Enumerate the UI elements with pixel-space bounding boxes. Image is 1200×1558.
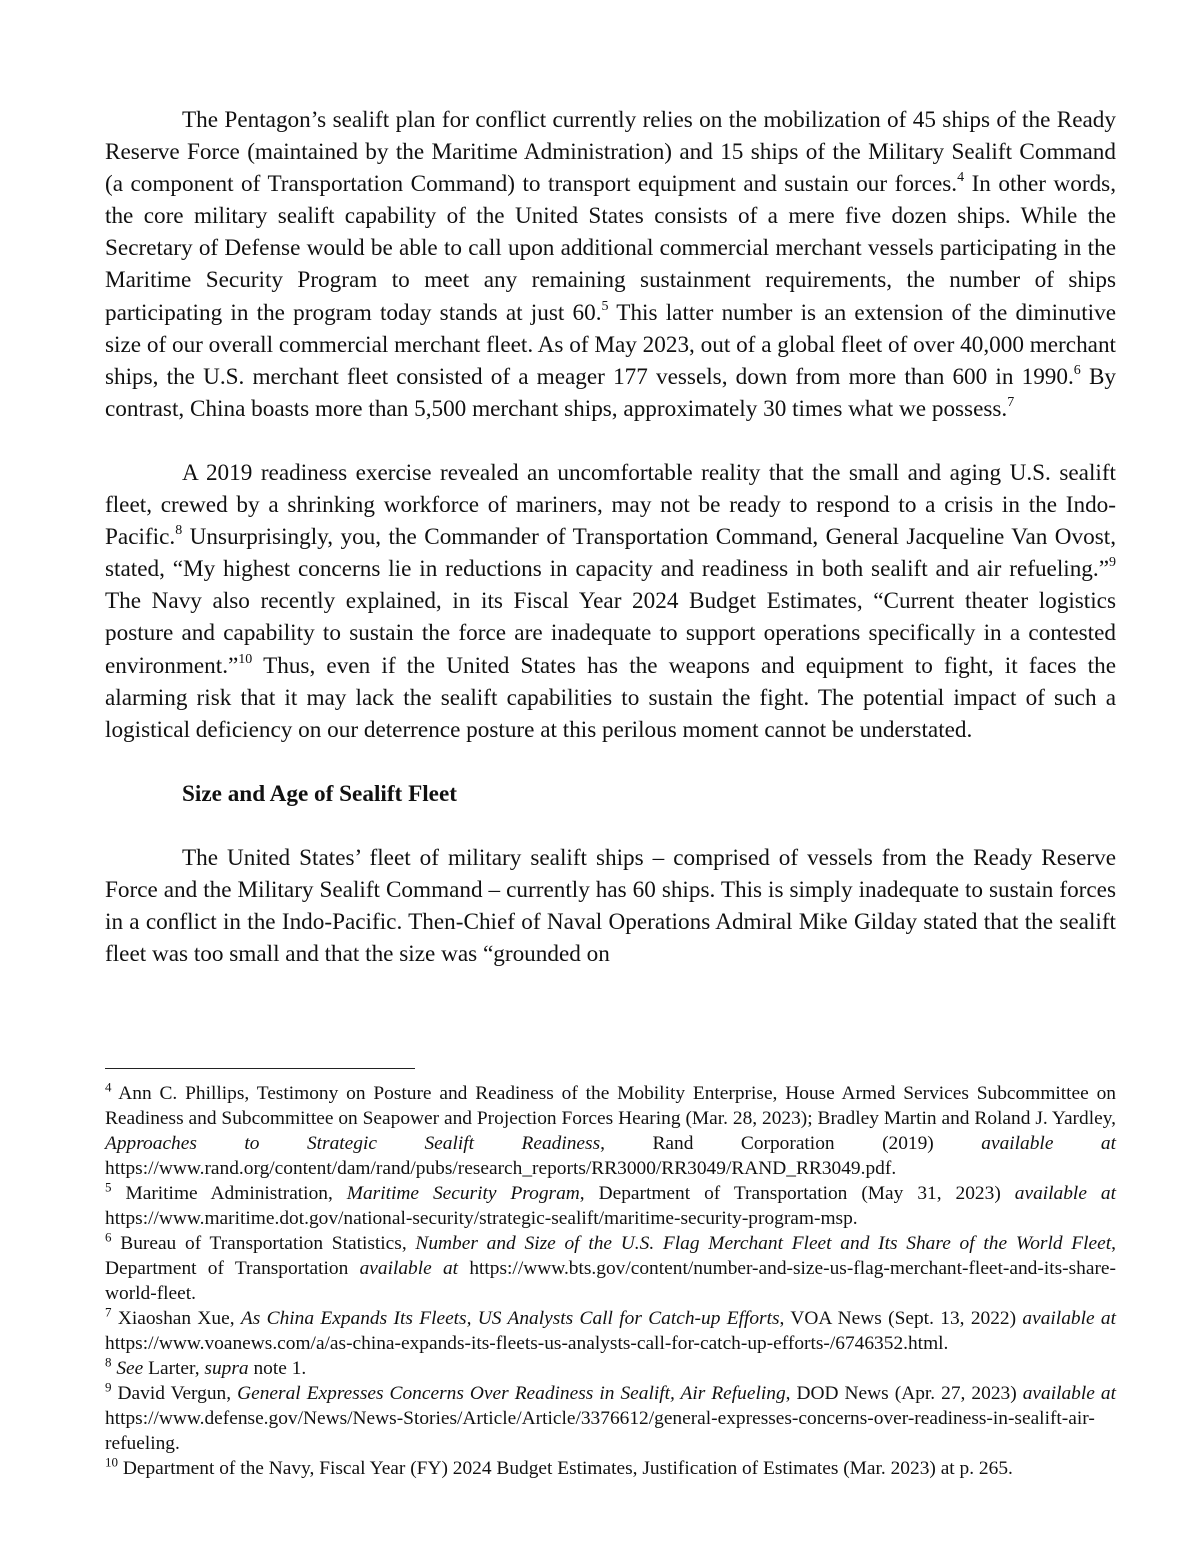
italic-text: available at	[1022, 1383, 1116, 1404]
italic-text: available at	[359, 1258, 459, 1279]
footnote-number: 7	[105, 1304, 112, 1320]
italic-text: Number and Size of the U.S. Flag Merchant Fleet and Its Share of the World Fleet	[415, 1233, 1112, 1254]
footnote-6: $^6$ Bureau of Transportation Statistics, Number and Size of the U.S. Flag Merchant Fleet and Its Share of the World Fleet, Department of Transportation available at https://www.bts.gov/content/number-and-size-us-flag-merchant-fleet-and-its-share-world-fleet.	[105, 1229, 1116, 1304]
footnote-8: $^8$ See Larter, supra note 1.	[105, 1354, 307, 1379]
body-paragraph-2: A 2019 readiness exercise revealed an uncomfortable reality that the small and aging U.S. sealift fleet, crewed by a shrinking workforce of mariners, may not be ready to respond to a crisis in the Indo-Pacific.$^8$ Unsurprisingly, you, the Commander of Transportation Command, General Jacqueline Van Ovost, stated, “My highest concerns lie in reductions in capacity and readiness in both sealift and air refueling.”$^9$ The Navy also recently explained, in its Fiscal Year 2024 Budget Estimates, “Current theater logistics posture and capability to sustain the force are inadequate to support operations specifically in a contested environment.”$^{10}$ Thus, even if the United States has the weapons and equipment to fight, it faces the alarming risk that it may lack the sealift capabilities to sustain the fight. The potential impact of such a logistical deficiency on our deterrence posture at this perilous moment cannot be understated.	[105, 459, 1116, 743]
footnote-10: $^{10}$ Department of the Navy, Fiscal Year (FY) 2024 Budget Estimates, Justification of Estimates (Mar. 2023) at p. 265.	[105, 1454, 1013, 1479]
italic-text: available at	[1022, 1308, 1116, 1329]
document-page	[105, 104, 1116, 970]
footnote-9: $^9$ David Vergun, General Expresses Concerns Over Readiness in Sealift, Air Refueling, DOD News (Apr. 27, 2023) available at https://www.defense.gov/News/News-Stories/Article/Article/3376612/general-expresses-concerns-over-readiness-in-sealift-air-refueling.	[105, 1379, 1116, 1454]
italic-text: available at	[1014, 1183, 1116, 1204]
footnote-separator	[105, 1068, 415, 1069]
footnote-reference: 6	[1073, 363, 1081, 379]
footnote-number: 6	[105, 1229, 112, 1245]
footnotes-section	[105, 1081, 1116, 1481]
footnote-number: 10	[105, 1454, 118, 1470]
footnote-reference: 4	[957, 170, 965, 186]
section-heading: Size and Age of Sealift Fleet	[182, 780, 457, 807]
italic-text: Approaches to Strategic Sealift Readiness	[105, 1133, 601, 1154]
footnote-number: 8	[105, 1354, 112, 1370]
footnote-reference: 10	[238, 651, 253, 667]
body-paragraph-1: The Pentagon’s sealift plan for conflict currently relies on the mobilization of 45 ships of the Ready Reserve Force (maintained by the Maritime Administration) and 15 ships of the Military Sealift Command (a component of Transportation Command) to transport equipment and sustain our forces.$^4$ In other words, the core military sealift capability of the United States consists of a mere five dozen ships. While the Secretary of Defense would be able to call upon additional commercial merchant vessels participating in the Maritime Security Program to meet any remaining sustainment requirements, the number of ships participating in the program today stands at just 60.$^5$ This latter number is an extension of the diminutive size of our overall commercial merchant fleet. As of May 2023, out of a global fleet of over 40,000 merchant ships, the U.S. merchant fleet consisted of a meager 177 vessels, down from more than 600 in 1990.$^6$ By contrast, China boasts more than 5,500 merchant ships, approximately 30 times what we possess.$^7$	[105, 107, 1117, 422]
footnote-7: $^7$ Xiaoshan Xue, As China Expands Its Fleets, US Analysts Call for Catch-up Efforts, VOA News (Sept. 13, 2022) available at https://www.voanews.com/a/as-china-expands-its-fleets-us-analysts-call-for-catch-up-efforts-/6746352.html.	[105, 1304, 1116, 1354]
body-paragraph-3: The United States’ fleet of military sealift ships – comprised of vessels from the Ready Reserve Force and the Military Sealift Command – currently has 60 ships. This is simply inadequate to sustain forces in a conflict in the Indo-Pacific. Then-Chief of Naval Operations Admiral Mike Gilday stated that the sealift fleet was too small and that the size was “grounded on	[105, 844, 1116, 968]
footnote-reference: 5	[601, 298, 609, 314]
italic-text: General Expresses Concerns Over Readiness in Sealift, Air Refueling	[237, 1383, 786, 1404]
italic-text: See	[116, 1358, 144, 1379]
footnote-reference: 7	[1007, 395, 1015, 411]
footnote-number: 9	[105, 1379, 112, 1395]
italic-text: supra	[204, 1358, 249, 1379]
italic-text: available at	[981, 1133, 1116, 1154]
footnote-reference: 9	[1109, 555, 1116, 571]
footnote-number: 4	[105, 1079, 112, 1095]
footnote-4: $^4$ Ann C. Phillips, Testimony on Posture and Readiness of the Mobility Enterprise, House Armed Services Subcommittee on Readiness and Subcommittee on Seapower and Projection Forces Hearing (Mar. 28, 2023); Bradley Martin and Roland J. Yardley, Approaches to Strategic Sealift Readiness, Rand Corporation (2019) available at https://www.rand.org/content/dam/rand/pubs/research_reports/RR3000/RR3049/RAND_RR3049.pdf.	[105, 1079, 1116, 1179]
footnote-number: 5	[105, 1179, 112, 1195]
italic-text: Maritime Security Program	[346, 1183, 580, 1204]
footnote-reference: 8	[175, 523, 183, 539]
italic-text: As China Expands Its Fleets, US Analysts Call for Catch-up Efforts	[240, 1308, 780, 1329]
footnote-5: $^5$ Maritime Administration, Maritime Security Program, Department of Transportation (May 31, 2023) available at https://www.maritime.dot.gov/national-security/strategic-sealift/maritime-security-program-msp.	[105, 1179, 1116, 1229]
